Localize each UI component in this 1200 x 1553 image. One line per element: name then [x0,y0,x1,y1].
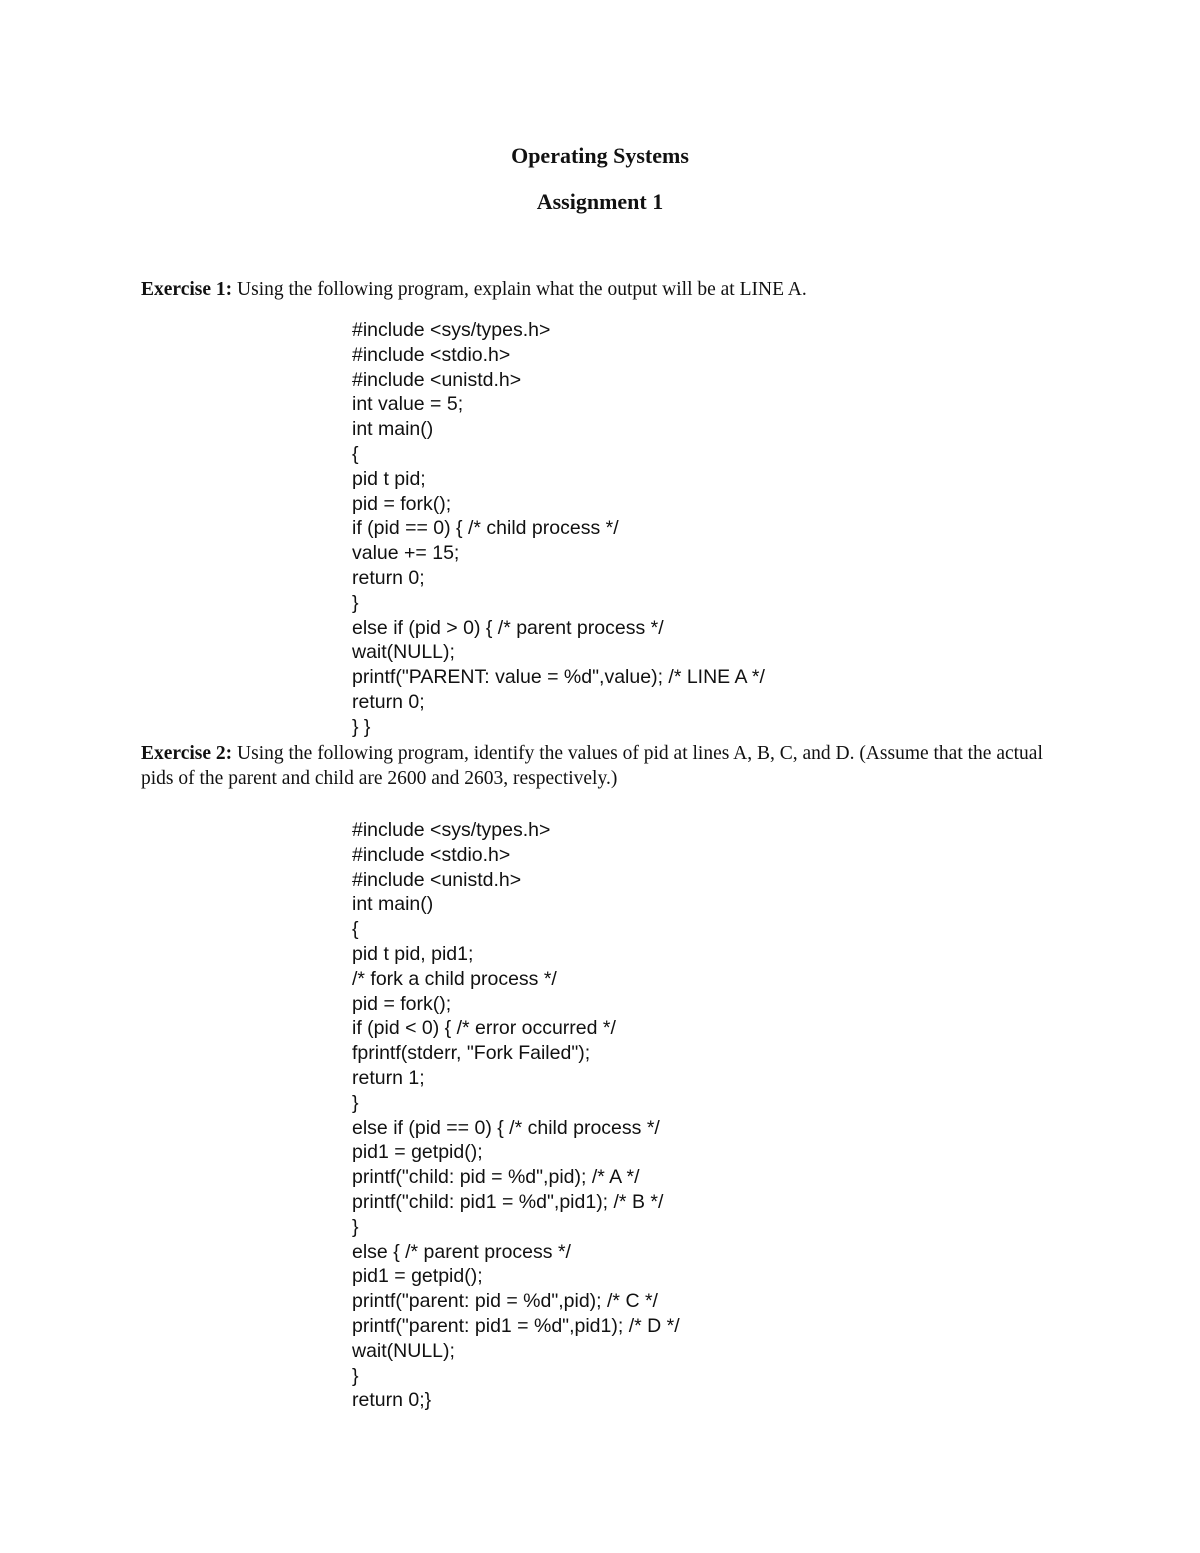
code-line: return 0;} [352,1389,432,1412]
code-line: pid t pid, pid1; [352,942,474,965]
exercise-1-label: Exercise 1: [141,279,233,300]
document-title: Operating Systems [511,143,689,168]
exercise-1-code [352,318,765,740]
code-line: { [352,918,359,941]
code-line: } [352,1364,359,1387]
code-line: #include <sys/types.h> [352,819,551,841]
code-line: fprintf(stderr, "Fork Failed"); [352,1042,591,1065]
code-line: pid = fork(); [352,492,452,515]
code-line: pid1 = getpid(); [352,1265,483,1288]
document-subtitle: Assignment 1 [536,189,664,214]
code-line: } } [352,715,371,738]
code-line: printf("PARENT: value = %d",value); /* LINE A */ [352,666,765,689]
code-line: /* fork a child process */ [352,967,557,990]
code-line: #include <sys/types.h> [352,319,551,341]
code-line: printf("child: pid1 = %d",pid1); /* B */ [352,1190,664,1213]
code-line: #include <stdio.h> [352,843,511,866]
exercise-1-text: Using the following program, explain what the output will be at LINE A. [232,279,807,300]
code-line: wait(NULL); [352,1339,455,1362]
code-line: printf("child: pid = %d",pid); /* A */ [352,1166,640,1189]
code-line: #include <stdio.h> [352,343,511,366]
exercise-2-code [352,818,680,1413]
code-line: #include <unistd.h> [352,868,522,891]
code-line: return 0; [352,566,425,589]
code-line: } [352,591,359,614]
code-line: pid t pid; [352,467,426,490]
code-line: if (pid == 0) { /* child process */ [352,517,619,540]
code-line: if (pid < 0) { /* error occurred */ [352,1017,616,1040]
exercise-2-label: Exercise 2: [141,743,233,764]
code-line: int main() [352,418,434,441]
code-line: int main() [352,893,434,916]
code-line: wait(NULL); [352,641,455,664]
code-line: value += 15; [352,542,460,565]
code-line: printf("parent: pid1 = %d",pid1); /* D */ [352,1314,680,1337]
code-line: } [352,1215,359,1238]
code-line: int value = 5; [352,393,464,416]
code-line: #include <unistd.h> [352,368,522,391]
code-line: return 1; [352,1066,425,1089]
code-line: return 0; [352,690,425,713]
exercise-2-prompt [141,741,1071,791]
code-line: else if (pid == 0) { /* child process */ [352,1116,660,1139]
code-line: } [352,1091,359,1114]
code-line: else { /* parent process */ [352,1240,571,1263]
exercise-2-text: Using the following program, identify the values of pid at lines A, B, C, and D. (Assume that the actual pids of the parent and child are 2600 and 2603, respectively.) [141,743,1043,789]
exercise-1-prompt [141,277,1071,302]
code-line: pid1 = getpid(); [352,1141,483,1164]
code-line: { [352,442,359,465]
code-line: pid = fork(); [352,992,452,1015]
code-line: else if (pid > 0) { /* parent process */ [352,616,664,639]
code-line: printf("parent: pid = %d",pid); /* C */ [352,1290,658,1313]
